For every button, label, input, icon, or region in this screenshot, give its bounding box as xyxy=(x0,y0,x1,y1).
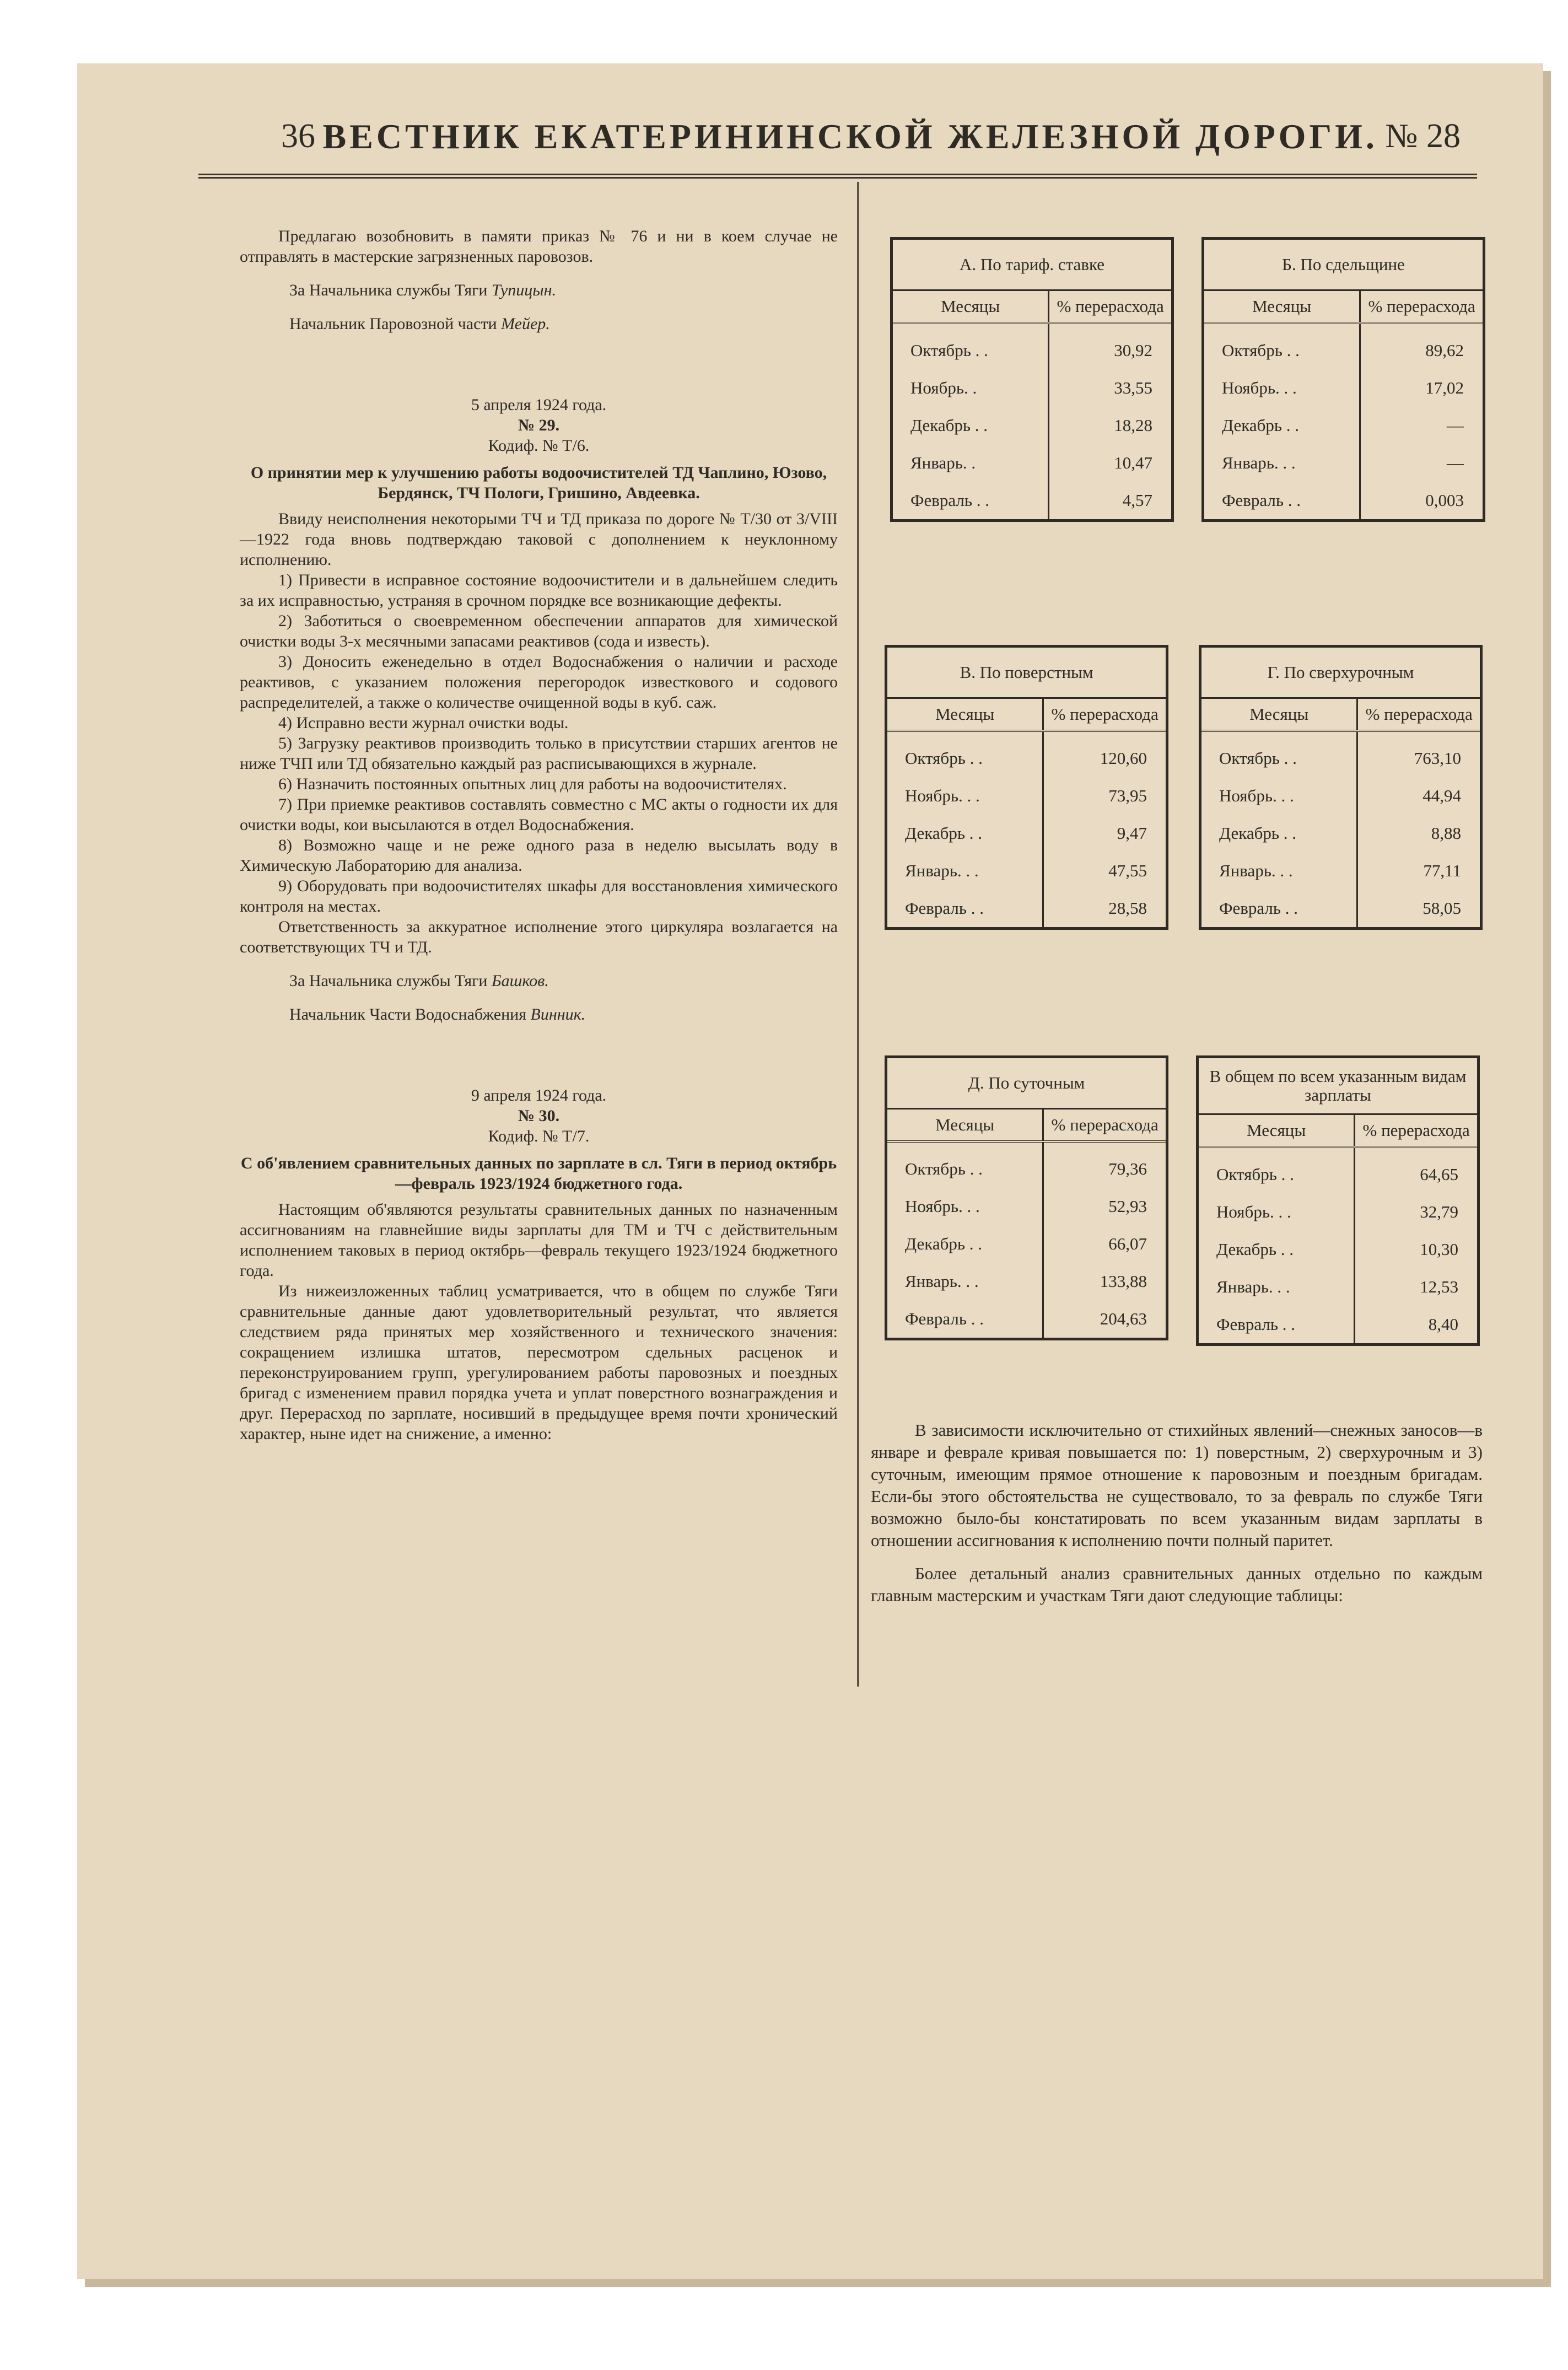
table-row: Октябрь . . 89,62 xyxy=(1204,323,1483,369)
signature-line: За Начальника службы Тяги Тупицын. xyxy=(289,281,556,299)
table-row: Февраль . . 4,57 xyxy=(893,482,1171,519)
table-row: Декабрь . . 18,28 xyxy=(893,407,1171,444)
table-caption: В. По поверстным xyxy=(887,648,1166,699)
table-row: Декабрь . . 9,47 xyxy=(887,815,1166,852)
table-row: Октябрь . . 64,65 xyxy=(1199,1147,1477,1193)
table-a xyxy=(890,237,1174,522)
table-header-value: % перерасхода xyxy=(1360,291,1483,323)
order-paragraph: Настоящим об'являются результаты сравнительных данных по назначенным ассигнованиям на главнейшие виды зарплаты для ТМ и ТЧ с действительным исполнением таковых в период октябрь—февраль текущего 1923/1924 бюджетного года. xyxy=(240,1200,838,1280)
table-row: Декабрь . . 66,07 xyxy=(887,1225,1166,1263)
table-row: Октябрь . . 30,92 xyxy=(893,323,1171,369)
signature-line: За Начальника службы Тяги Башков. xyxy=(289,972,549,990)
table-row: Февраль . . 58,05 xyxy=(1201,890,1480,927)
signature-line: Начальник Части Водоснабжения Винник. xyxy=(289,1005,586,1024)
table-overall xyxy=(1196,1055,1480,1346)
table-caption: Д. По суточным xyxy=(887,1058,1166,1109)
page-header xyxy=(198,99,1477,179)
page-number: 36 xyxy=(281,117,315,155)
table-row: Февраль . . 8,40 xyxy=(1199,1306,1477,1343)
table-row: Февраль . . 0,003 xyxy=(1204,482,1483,519)
table-row: Декабрь . . — xyxy=(1204,407,1483,444)
table-b xyxy=(1201,237,1485,522)
table-row: Ноябрь. . . 44,94 xyxy=(1201,777,1480,815)
order-paragraph: 1) Привести в исправное состояние водоочистители и в дальнейшем следить за их исправностью, устраняя в срочном порядке все возникающие дефекты. xyxy=(240,571,838,610)
right-column-text xyxy=(871,1419,1483,1618)
table-header-month: Месяцы xyxy=(1204,291,1360,323)
order-number: № 30. xyxy=(518,1107,560,1125)
order-date: 9 апреля 1924 года. xyxy=(471,1086,607,1105)
issue-number: № 28 xyxy=(1385,117,1461,155)
order-paragraph: 3) Доносить еженедельно в отдел Водоснабжения о наличии и расходе реактивов, с указанием положения перегородок известкового и содового распределителей, а также о количестве очищенной воды в куб. саж. xyxy=(240,653,838,712)
table-row: Октябрь . . 120,60 xyxy=(887,731,1166,777)
table-header-value: % перерасхода xyxy=(1043,1109,1166,1141)
order-paragraph: Ответственность за аккуратное исполнение этого циркуляра возлагается на соответствующих ТЧ и ТД. xyxy=(240,918,838,956)
table-row: Ноябрь. . . 73,95 xyxy=(887,777,1166,815)
journal-title: ВЕСТНИК ЕКАТЕРИНИНСКОЙ ЖЕЛЕЗНОЙ ДОРОГИ. xyxy=(322,116,1378,156)
table-header-value: % перерасхода xyxy=(1043,699,1166,731)
table-row: Январь. . . 133,88 xyxy=(887,1263,1166,1300)
table-header-month: Месяцы xyxy=(887,1109,1043,1141)
order-paragraph: 9) Оборудовать при водоочистителях шкафы для восстановления химического контроля на местах. xyxy=(240,877,838,915)
table-caption: Г. По сверхурочным xyxy=(1201,648,1480,699)
signature-line: Начальник Паровозной части Мейер. xyxy=(289,315,550,333)
table-row: Ноябрь. . . 17,02 xyxy=(1204,369,1483,407)
table-row: Октябрь . . 763,10 xyxy=(1201,731,1480,777)
table-header-value: % перерасхода xyxy=(1049,291,1171,323)
table-row: Ноябрь. . 33,55 xyxy=(893,369,1171,407)
table-row: Январь. . . 77,11 xyxy=(1201,852,1480,890)
column-divider xyxy=(857,182,859,1687)
table-row: Январь. . 10,47 xyxy=(893,444,1171,482)
order-paragraph: 5) Загрузку реактивов производить только в присутствии старших агентов не ниже ТЧП или ТД обязательно каждый раз расписывающихся в журнале. xyxy=(240,734,838,773)
order-heading: О принятии мер к улучшению работы водоочистителей ТД Чаплино, Юзово, Бердянск, ТЧ Пологи, Гришино, Авдеевка. xyxy=(250,464,827,502)
order-paragraph: 2) Заботиться о своевременном обеспечении аппаратов для химической очистки воды 3-х месячными запасами реактивов (сода и известь). xyxy=(240,612,838,650)
table-d xyxy=(885,1055,1168,1340)
table-row: Ноябрь. . . 52,93 xyxy=(887,1188,1166,1225)
table-row: Январь. . . — xyxy=(1204,444,1483,482)
order-codif: Кодиф. № Т/7. xyxy=(488,1127,590,1145)
order-date: 5 апреля 1924 года. xyxy=(471,396,607,414)
table-g xyxy=(1199,645,1483,930)
intro-paragraph: Предлагаю возобновить в памяти приказ № 76 и ни в коем случае не отправлять в мастерские загрязненных паровозов. xyxy=(240,227,838,266)
table-row: Октябрь . . 79,36 xyxy=(887,1141,1166,1188)
table-row: Февраль . . 28,58 xyxy=(887,890,1166,927)
right-paragraph: В зависимости исключительно от стихийных явлений—снежных заносов—в январе и феврале кривая повышается по: 1) поверстным, 2) сверхурочным и 3) суточным, имеющим прямое отношение к паровозным и поездным бригадам. Если-бы этого обстоятельства не существовало, то за февраль по службе Тяги возможно было-бы констатировать по всем указанным видам зарплаты в отношении ассигнования к исполнению почти полный паритет. xyxy=(871,1420,1483,1550)
order-paragraph: Из нижеизложенных таблиц усматривается, что в общем по службе Тяги сравнительные данные дают удовлетворительный результат, что является следствием ряда принятых мер хозяйственного и технического значения: сокращением излишка штатов, пересмотром сдельных расценок и переконструированием групп, урегулированием работы паровозных и поездных бригад с изменением правил порядка учета и уплат поверстного вознаграждения и друг. Перерасход по зарплате, носивший в предыдущее время почти хронический характер, ныне идет на снижение, а именно: xyxy=(240,1282,838,1443)
table-row: Январь. . . 12,53 xyxy=(1199,1268,1477,1306)
order-paragraph: 6) Назначить постоянных опытных лиц для работы на водоочистителях. xyxy=(278,775,787,793)
table-header-month: Месяцы xyxy=(893,291,1049,323)
order-paragraph: Ввиду неисполнения некоторыми ТЧ и ТД приказа по дороге № Т/30 от 3/VIII—1922 года вновь подтверждаю таковой с дополнением к неуклонному исполнению. xyxy=(240,510,838,569)
order-paragraph: 7) При приемке реактивов составлять совместно с МС акты о годности их для очистки воды, кои высылаются в отдел Водоснабжения. xyxy=(240,795,838,834)
table-caption: А. По тариф. ставке xyxy=(893,240,1171,291)
table-caption: В общем по всем указанным видам зарплаты xyxy=(1199,1058,1477,1115)
table-caption: Б. По сдельщине xyxy=(1204,240,1483,291)
order-codif: Кодиф. № Т/6. xyxy=(488,437,590,455)
table-row: Ноябрь. . . 32,79 xyxy=(1199,1193,1477,1231)
order-heading: С об'явлением сравнительных данных по зарплате в сл. Тяги в период октябрь—февраль 1923/1924 бюджетного года. xyxy=(240,1154,837,1193)
table-header-month: Месяцы xyxy=(1201,699,1357,731)
table-row: Февраль . . 204,63 xyxy=(887,1300,1166,1338)
table-header-value: % перерасхода xyxy=(1355,1115,1477,1147)
order-paragraph: 8) Возможно чаще и не реже одного раза в неделю высылать воду в Химическую Лабораторию для анализа. xyxy=(240,836,838,875)
table-row: Январь. . . 47,55 xyxy=(887,852,1166,890)
right-paragraph: Более детальный анализ сравнительных данных отдельно по каждым главным мастерским и участкам Тяги дают следующие таблицы: xyxy=(871,1564,1483,1605)
table-v xyxy=(885,645,1168,930)
left-column xyxy=(240,226,838,1444)
order-number: № 29. xyxy=(518,416,560,434)
table-header-value: % перерасхода xyxy=(1357,699,1480,731)
table-row: Декабрь . . 8,88 xyxy=(1201,815,1480,852)
order-paragraph: 4) Исправно вести журнал очистки воды. xyxy=(278,714,569,732)
table-header-month: Месяцы xyxy=(1199,1115,1355,1147)
table-header-month: Месяцы xyxy=(887,699,1043,731)
table-row: Декабрь . . 10,30 xyxy=(1199,1231,1477,1268)
